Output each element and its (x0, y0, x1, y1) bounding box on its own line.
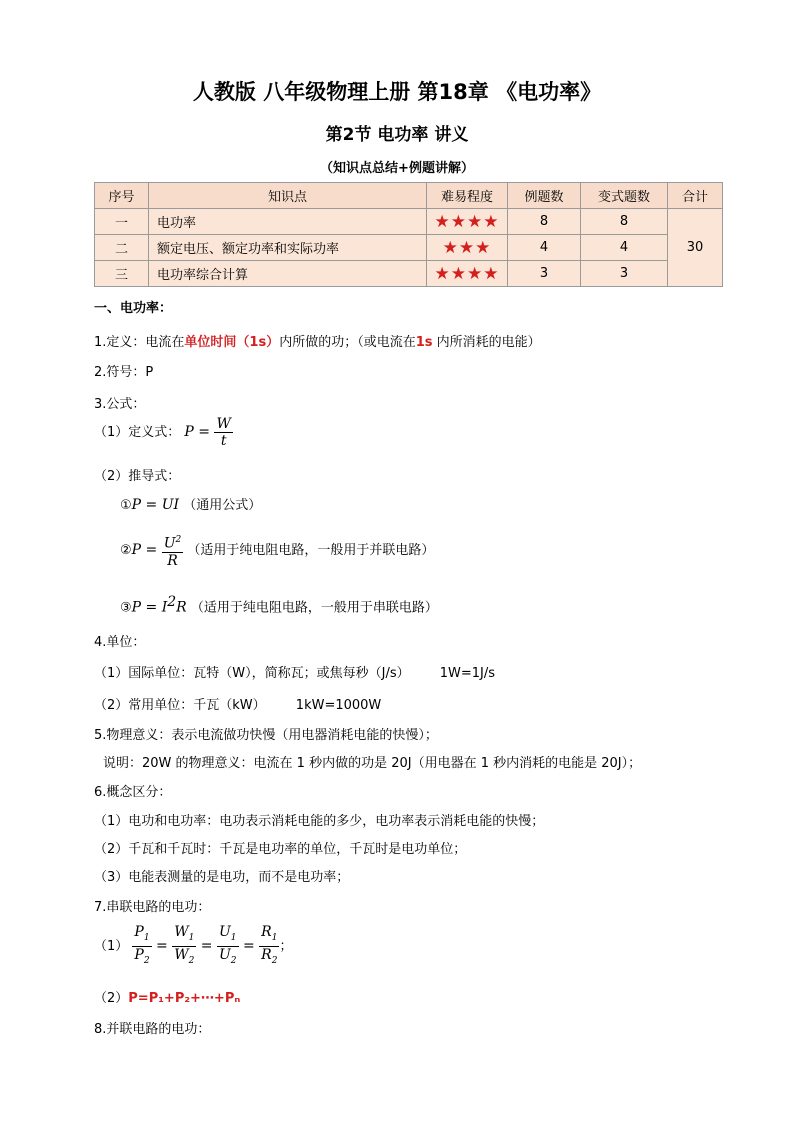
d1-note: （通用公式） (183, 498, 262, 513)
meaning-line: 5.物理意义：表示电流做功快慢（用电器消耗电能的快慢）； (94, 728, 438, 743)
row-total: 30 (668, 209, 723, 287)
page-subtitle: 第2节 电功率 讲义 (325, 125, 469, 145)
f1-num: W (216, 416, 231, 432)
d2-lhs: P (131, 541, 142, 558)
distinct-label: 6.概念区分： (94, 785, 172, 800)
f1-label: （1）定义式： (94, 425, 181, 440)
row-examples: 8 (508, 209, 581, 235)
def-middle: 内所做的功；（或电流在 (279, 335, 416, 350)
row-topic: 电功率综合计算 (149, 261, 427, 287)
distinct-3: （3）电能表测量的是电功，而不是电功率； (94, 870, 350, 885)
d2-num-sup: 2 (175, 535, 182, 545)
distinct-2: （2）千瓦和千瓦时：千瓦是电功率的单位，千瓦时是电功单位； (94, 842, 467, 857)
row-examples: 3 (508, 261, 581, 287)
knowledge-table (94, 182, 723, 287)
formula-label: 3.公式： (94, 397, 146, 412)
row-stars: ★★★ (427, 235, 508, 261)
unit-1: （1）国际单位：瓦特（W），简称瓦；或焦每秒（J/s） 1W=1J/s (94, 666, 496, 681)
symbol-line: 2.符号：P (94, 365, 154, 380)
row-no: 二 (95, 235, 149, 261)
def-prefix: 1.定义：电流在 (94, 335, 185, 350)
table-row (95, 235, 723, 261)
row-no: 三 (95, 261, 149, 287)
header-total: 合计 (668, 183, 723, 209)
series-label: 7.串联电路的电功： (94, 900, 211, 915)
header-difficulty: 难易程度 (427, 183, 508, 209)
page-note: （知识点总结+例题讲解） (320, 161, 474, 176)
f1-den: t (220, 433, 227, 449)
d3-note: （适用于纯电阻电路，一般用于串联电路） (190, 600, 438, 616)
header-examples: 例题数 (508, 183, 581, 209)
row-variants: 4 (581, 235, 668, 261)
unit-label: 4.单位： (94, 635, 146, 650)
meaning-note: 说明：20W 的物理意义：电流在 1 秒内做的功是 20J（用电器在 1 秒内消耗的电能是 20J）； (103, 756, 642, 771)
unit-1-equation: 1W=1J/s (439, 666, 496, 681)
d2-mark: ② (120, 542, 132, 558)
parallel-label: 8.并联电路的电功： (94, 1022, 211, 1037)
unit-2: （2）常用单位：千瓦（kW） 1kW=1000W (94, 698, 382, 713)
table-row (95, 209, 723, 235)
def-highlight2: 1s (415, 335, 433, 350)
row-variants: 3 (581, 261, 668, 287)
row-stars: ★★★★ (427, 261, 508, 287)
d2-fraction (162, 532, 184, 569)
d3-formula-b: R (176, 599, 187, 616)
row-stars: ★★★★ (427, 209, 508, 235)
section-heading: 一、电功率： (94, 301, 173, 316)
page-title: 人教版 八年级物理上册 第18章 《电功率》 (192, 80, 602, 104)
series2-label: （2） (94, 991, 129, 1006)
d3-formula-a: P = I (131, 599, 168, 616)
header-topic: 知识点 (149, 183, 427, 209)
series-sum-formula (94, 987, 240, 1006)
d2-note: （适用于纯电阻电路，一般用于并联电路） (187, 542, 435, 558)
d2-num: U (163, 535, 176, 552)
unit-2-equation: 1kW=1000W (295, 698, 382, 713)
definition-formula: （1）定义式： P = $\frac{W}{t}$ (94, 416, 231, 449)
definition-line (94, 331, 541, 350)
row-examples: 4 (508, 235, 581, 261)
derived-formula-1 (120, 494, 261, 513)
header-variants: 变式题数 (581, 183, 668, 209)
series2-text: P=P₁+P₂+⋯+Pₙ (128, 991, 241, 1006)
row-variants: 8 (581, 209, 668, 235)
series1-label: （1） (94, 938, 129, 954)
f1-fraction (214, 416, 232, 449)
derived-formula-2: ②P = $\frac{U^2}{R}$ （适用于纯电阻电路，一般用于并联电路） (120, 532, 434, 569)
d3-sup: 2 (167, 594, 177, 610)
row-topic: 电功率 (149, 209, 427, 235)
derived-formula-3 (120, 594, 438, 615)
derived-label: （2）推导式： (94, 469, 181, 484)
series-ratio-formula: （1） $\frac{P_1}{P_2}$ = $\frac{W_1}{W_2}$ = $\frac{U_1}{U_2}$ = $\frac{R_1}{R_2}$ ； (94, 924, 293, 966)
def-highlight: 单位时间（1s） (184, 335, 280, 350)
d1-mark: ① (120, 498, 132, 513)
row-no: 一 (95, 209, 149, 235)
d2-den: R (167, 552, 178, 569)
def-suffix: 内所消耗的电能） (432, 335, 541, 350)
table-row (95, 261, 723, 287)
d1-formula: P = UI (131, 497, 180, 513)
header-no: 序号 (95, 183, 149, 209)
f1-lhs: P (184, 424, 194, 440)
distinct-1: （1）电功和电功率：电功表示消耗电能的多少，电功率表示消耗电能的快慢； (94, 814, 545, 829)
row-topic: 额定电压、额定功率和实际功率 (149, 235, 427, 261)
d3-mark: ③ (120, 600, 132, 616)
table-header-row (95, 183, 723, 209)
